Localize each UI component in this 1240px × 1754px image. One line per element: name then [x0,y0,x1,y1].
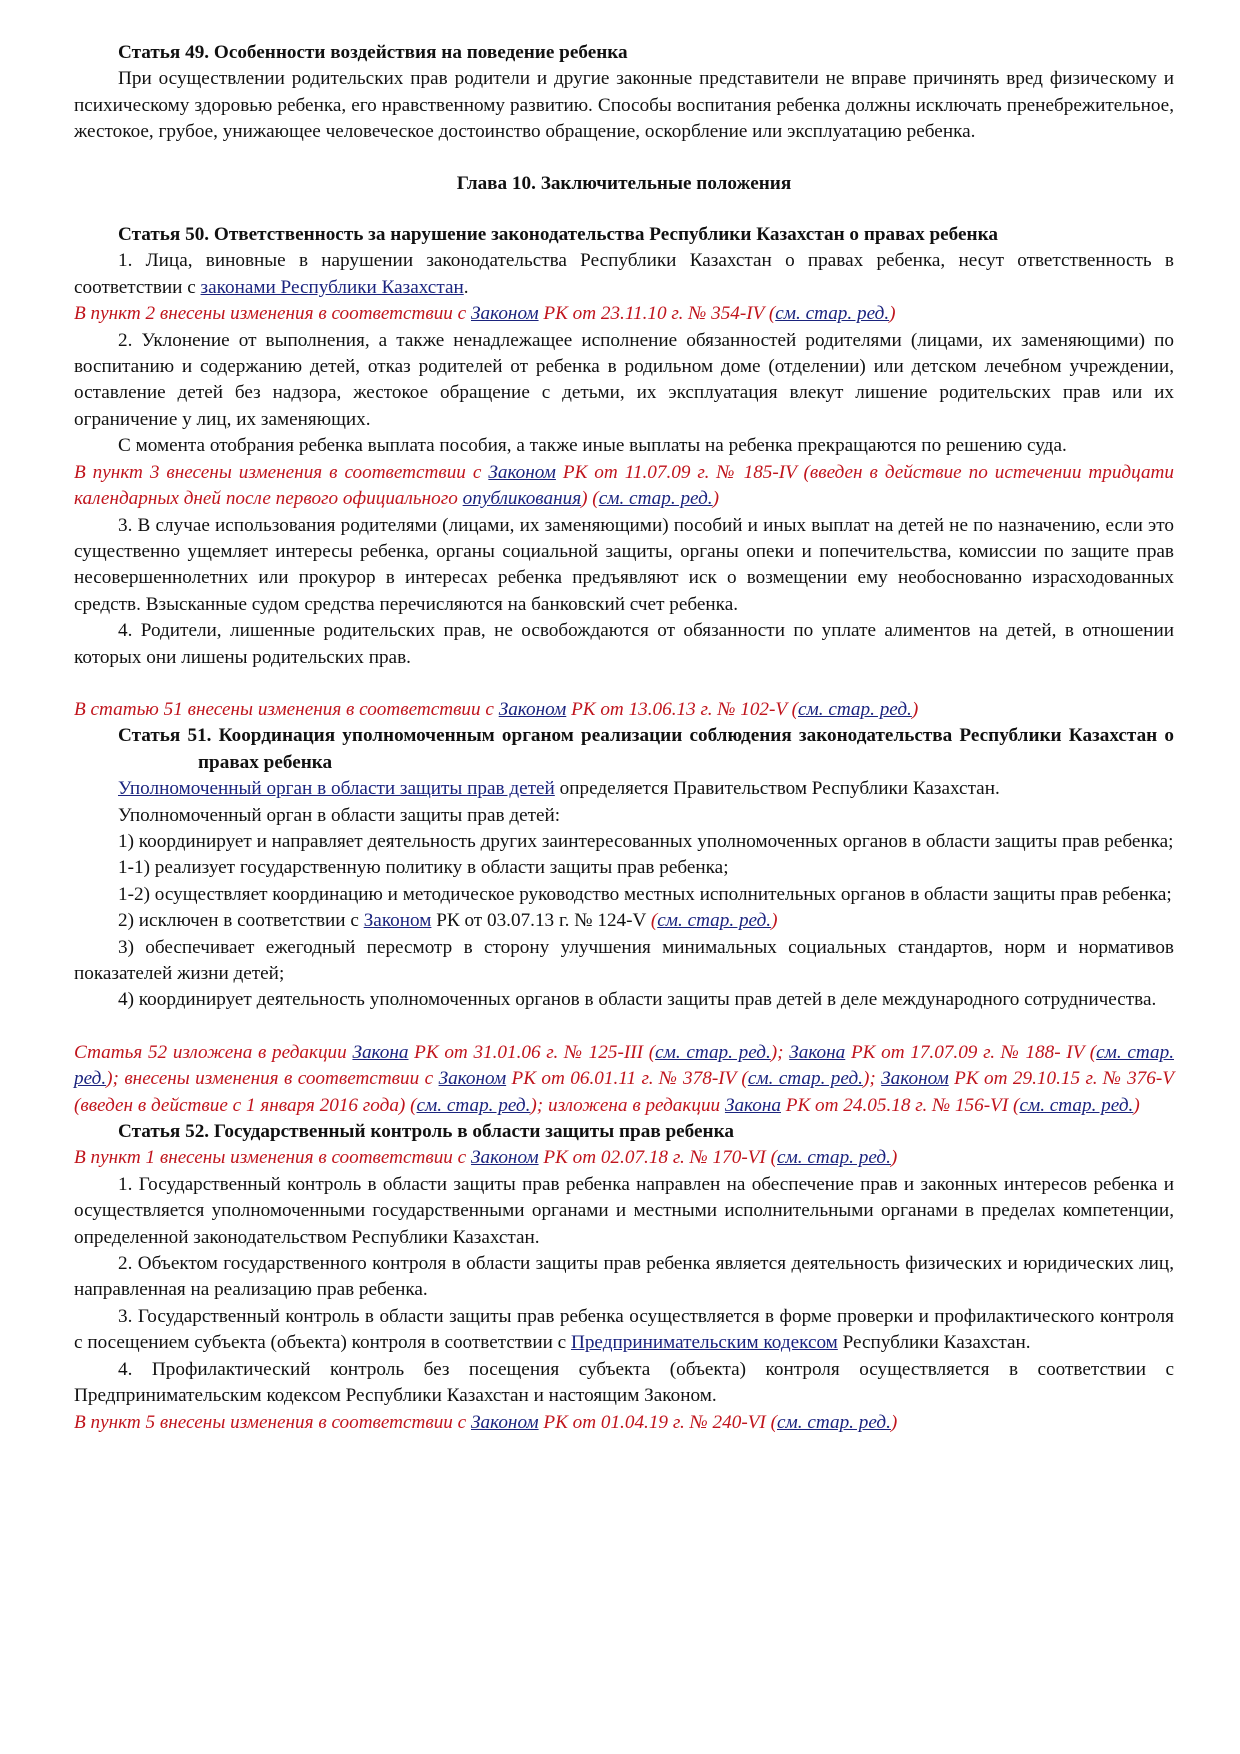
spacer [74,671,1174,697]
old-edition-link[interactable]: см. стар. ред. [777,1147,891,1169]
article-50-point-2b: С момента отобрания ребенка выплата пособия, а также иные выплаты на ребенка прекращаются по решению суда. [118,435,1067,457]
article-50-point-1: 1. Лица, виновные в нарушении законодательства Республики Казахстан о правах ребенка, несут ответственность в соответствии с законами Республики Казахстан. [74,250,1174,298]
spacer [74,1014,1174,1040]
old-edition-link[interactable]: см. стар. ред. [598,488,713,510]
old-edition-link[interactable]: см. стар. ред. [1019,1094,1134,1116]
article-51-item-2: 2) исключен в соответствии с Законом РК от 03.07.13 г. № 124-V (см. стар. ред.) [118,910,778,932]
article-50-point-3: 3. В случае использования родителями (лицами, их заменяющими) пособий и иных выплат на детей не по назначению, если это существенно ущемляет интересы ребенка, органы социальной защиты, органы опеки и попечительства, комиссии по защите прав несовершеннолетних или прокурор в интересах ребенка предъявляют иск о возмещении ему необоснованно израсходованных средств. Взысканные судом средства перечисляются на банковский счет ребенка. [74,514,1174,615]
law-link[interactable]: Законом [363,910,432,932]
article-50-point-4: 4. Родители, лишенные родительских прав, не освобождаются от обязанности по уплате алиментов на детей, в отношении которых они лишены родительских прав. [74,620,1174,668]
article-49-paragraph: При осуществлении родительских прав родители и другие законные представители не вправе причинять вред физическому и психическому здоровью ребенка, его нравственному развитию. Способы воспитания ребенка должны исключать пренебрежительное, жестокое, грубое, унижающее человеческое достоинство обращение, оскорбление или эксплуатацию ребенка. [74,68,1174,143]
old-edition-link[interactable]: см. стар. ред. [655,1041,771,1063]
amendment-note-article-52: Статья 52 изложена в редакции Закона РК от 31.01.06 г. № 125-III (см. стар. ред.); Закона РК от 17.07.09 г. № 188- IV (см. стар. ред.); внесены изменения в соответствии с Законом РК от 06.01.11 г. № 378-IV (см. стар. ред.); Законом РК от 29.10.15 г. № 376-V (введен в действие с 1 января 2016 года) (см. стар. ред.); изложена в редакции Закона РК от 24.05.18 г. № 156-VI (см. стар. ред.) [74,1041,1174,1116]
law-link[interactable]: Законом [471,1147,539,1169]
amendment-note-point-3: В пункт 3 внесены изменения в соответствии с Законом РК от 11.07.09 г. № 185-IV (введен в действие по истечении тридцати календарных дней после первого официального опубликования) (см. стар. ред.) [74,461,1175,510]
old-edition-link[interactable]: см. стар. ред. [416,1094,531,1116]
article-52-point-2: 2. Объектом государственного контроля в области защиты прав ребенка является деятельность физических и юридических лиц, направленная на реализацию прав ребенка. [74,1253,1174,1301]
article-49-title: Статья 49. Особенности воздействия на поведение ребенка [118,42,628,63]
article-51-item-1: 1) координирует и направляет деятельность других заинтересованных уполномоченных органов в области защиты прав ребенка; [118,830,1174,852]
law-link[interactable]: Законом [498,698,567,720]
laws-rk-link[interactable]: законами Республики Казахстан [200,276,464,298]
chapter-10-title: Глава 10. Заключительные положения [456,172,792,194]
document-page [74,40,1174,1436]
article-51-item-3: 3) обеспечивает ежегодный пересмотр в сторону улучшения минимальных социальных стандартов, норм и нормативов показателей жизни детей; [74,936,1174,984]
law-link[interactable]: Законом [471,303,539,325]
article-51-paragraph-1: Уполномоченный орган в области защиты прав детей определяется Правительством Республики Казахстан. [118,778,1000,800]
old-edition-link[interactable]: см. стар. ред. [74,1041,1174,1090]
amendment-note-point-5: В пункт 5 внесены изменения в соответствии с Законом РК от 01.04.19 г. № 240-VI (см. стар. ред.) [74,1411,898,1433]
article-52-point-1: 1. Государственный контроль в области защиты прав ребенка направлен на обеспечение прав и законных интересов ребенка и осуществляется уполномоченными государственными органами и местными исполнительными органами в пределах компетенции, определенной законодательством Республики Казахстан. [74,1173,1174,1248]
law-link[interactable]: Закона [724,1094,781,1116]
law-link[interactable]: Законом [438,1068,507,1090]
article-51-item-1-1: 1-1) реализует государственную политику в области защиты прав ребенка; [118,857,729,879]
article-52-point-4: 4. Профилактический контроль без посещения субъекта (объекта) контроля осуществляется в соответствии с Предпринимательским кодексом Республики Казахстан и настоящим Законом. [74,1358,1174,1407]
old-edition-link[interactable]: см. стар. ред. [747,1068,863,1090]
law-link[interactable]: Законом [471,1411,539,1433]
article-50-title: Статья 50. Ответственность за нарушение законодательства Республики Казахстан о правах ребенка [118,224,998,246]
article-52-point-3: 3. Государственный контроль в области защиты прав ребенка осуществляется в форме проверки и профилактического контроля с посещением субъекта (объекта) контроля в соответствии с Предпринимательским кодексом Республики Казахстан. [74,1305,1174,1354]
amendment-note-point-1: В пункт 1 внесены изменения в соответствии с Законом РК от 02.07.18 г. № 170-VI (см. стар. ред.) [74,1147,898,1169]
article-51-paragraph-2: Уполномоченный орган в области защиты прав детей: [118,804,561,826]
amendment-note-point-2: В пункт 2 внесены изменения в соответствии с Законом РК от 23.11.10 г. № 354-IV (см. стар. ред.) [74,303,896,325]
law-link[interactable]: Закона [352,1041,409,1063]
article-51-item-4: 4) координирует деятельность уполномоченных органов в области защиты прав детей в деле международного сотрудничества. [118,989,1157,1011]
publication-link[interactable]: опубликования [462,488,582,510]
article-51-item-1-2: 1-2) осуществляет координацию и методическое руководство местных исполнительных органов в области защиты прав ребенка; [118,883,1172,905]
law-link[interactable]: Законом [488,461,556,483]
amendment-note-article-51: В статью 51 внесены изменения в соответствии с Законом РК от 13.06.13 г. № 102-V (см. стар. ред.) [74,698,919,720]
article-52-title: Статья 52. Государственный контроль в области защиты прав ребенка [118,1121,734,1143]
old-edition-link[interactable]: см. стар. ред. [775,303,890,325]
old-edition-link[interactable]: см. стар. ред. [797,698,912,720]
authorized-body-link[interactable]: Уполномоченный орган в области защиты прав детей [118,778,555,800]
old-edition-link[interactable]: см. стар. ред. [777,1411,891,1433]
entrepreneurial-code-link[interactable]: Предпринимательским кодексом [570,1332,838,1354]
old-edition-link[interactable]: см. стар. ред. [657,910,772,932]
article-50-point-2: 2. Уклонение от выполнения, а также ненадлежащее исполнение обязанностей родителями (лицами, их заменяющими) по воспитанию и содержанию детей, отказ родителей от ребенка в родильном доме (отделении) или детском лечебном учреждении, оставление детей без надзора, жестокое обращение с детьми, их эксплуатация влекут лишение родительских прав или их ограничение у лиц, их заменяющих. [74,329,1174,430]
law-link[interactable]: Законом [881,1068,949,1090]
article-51-title: Статья 51. Координация уполномоченным органом реализации соблюдения законодательства Республики Казахстан о правах ребенка [118,725,1174,773]
law-link[interactable]: Закона [789,1041,846,1063]
